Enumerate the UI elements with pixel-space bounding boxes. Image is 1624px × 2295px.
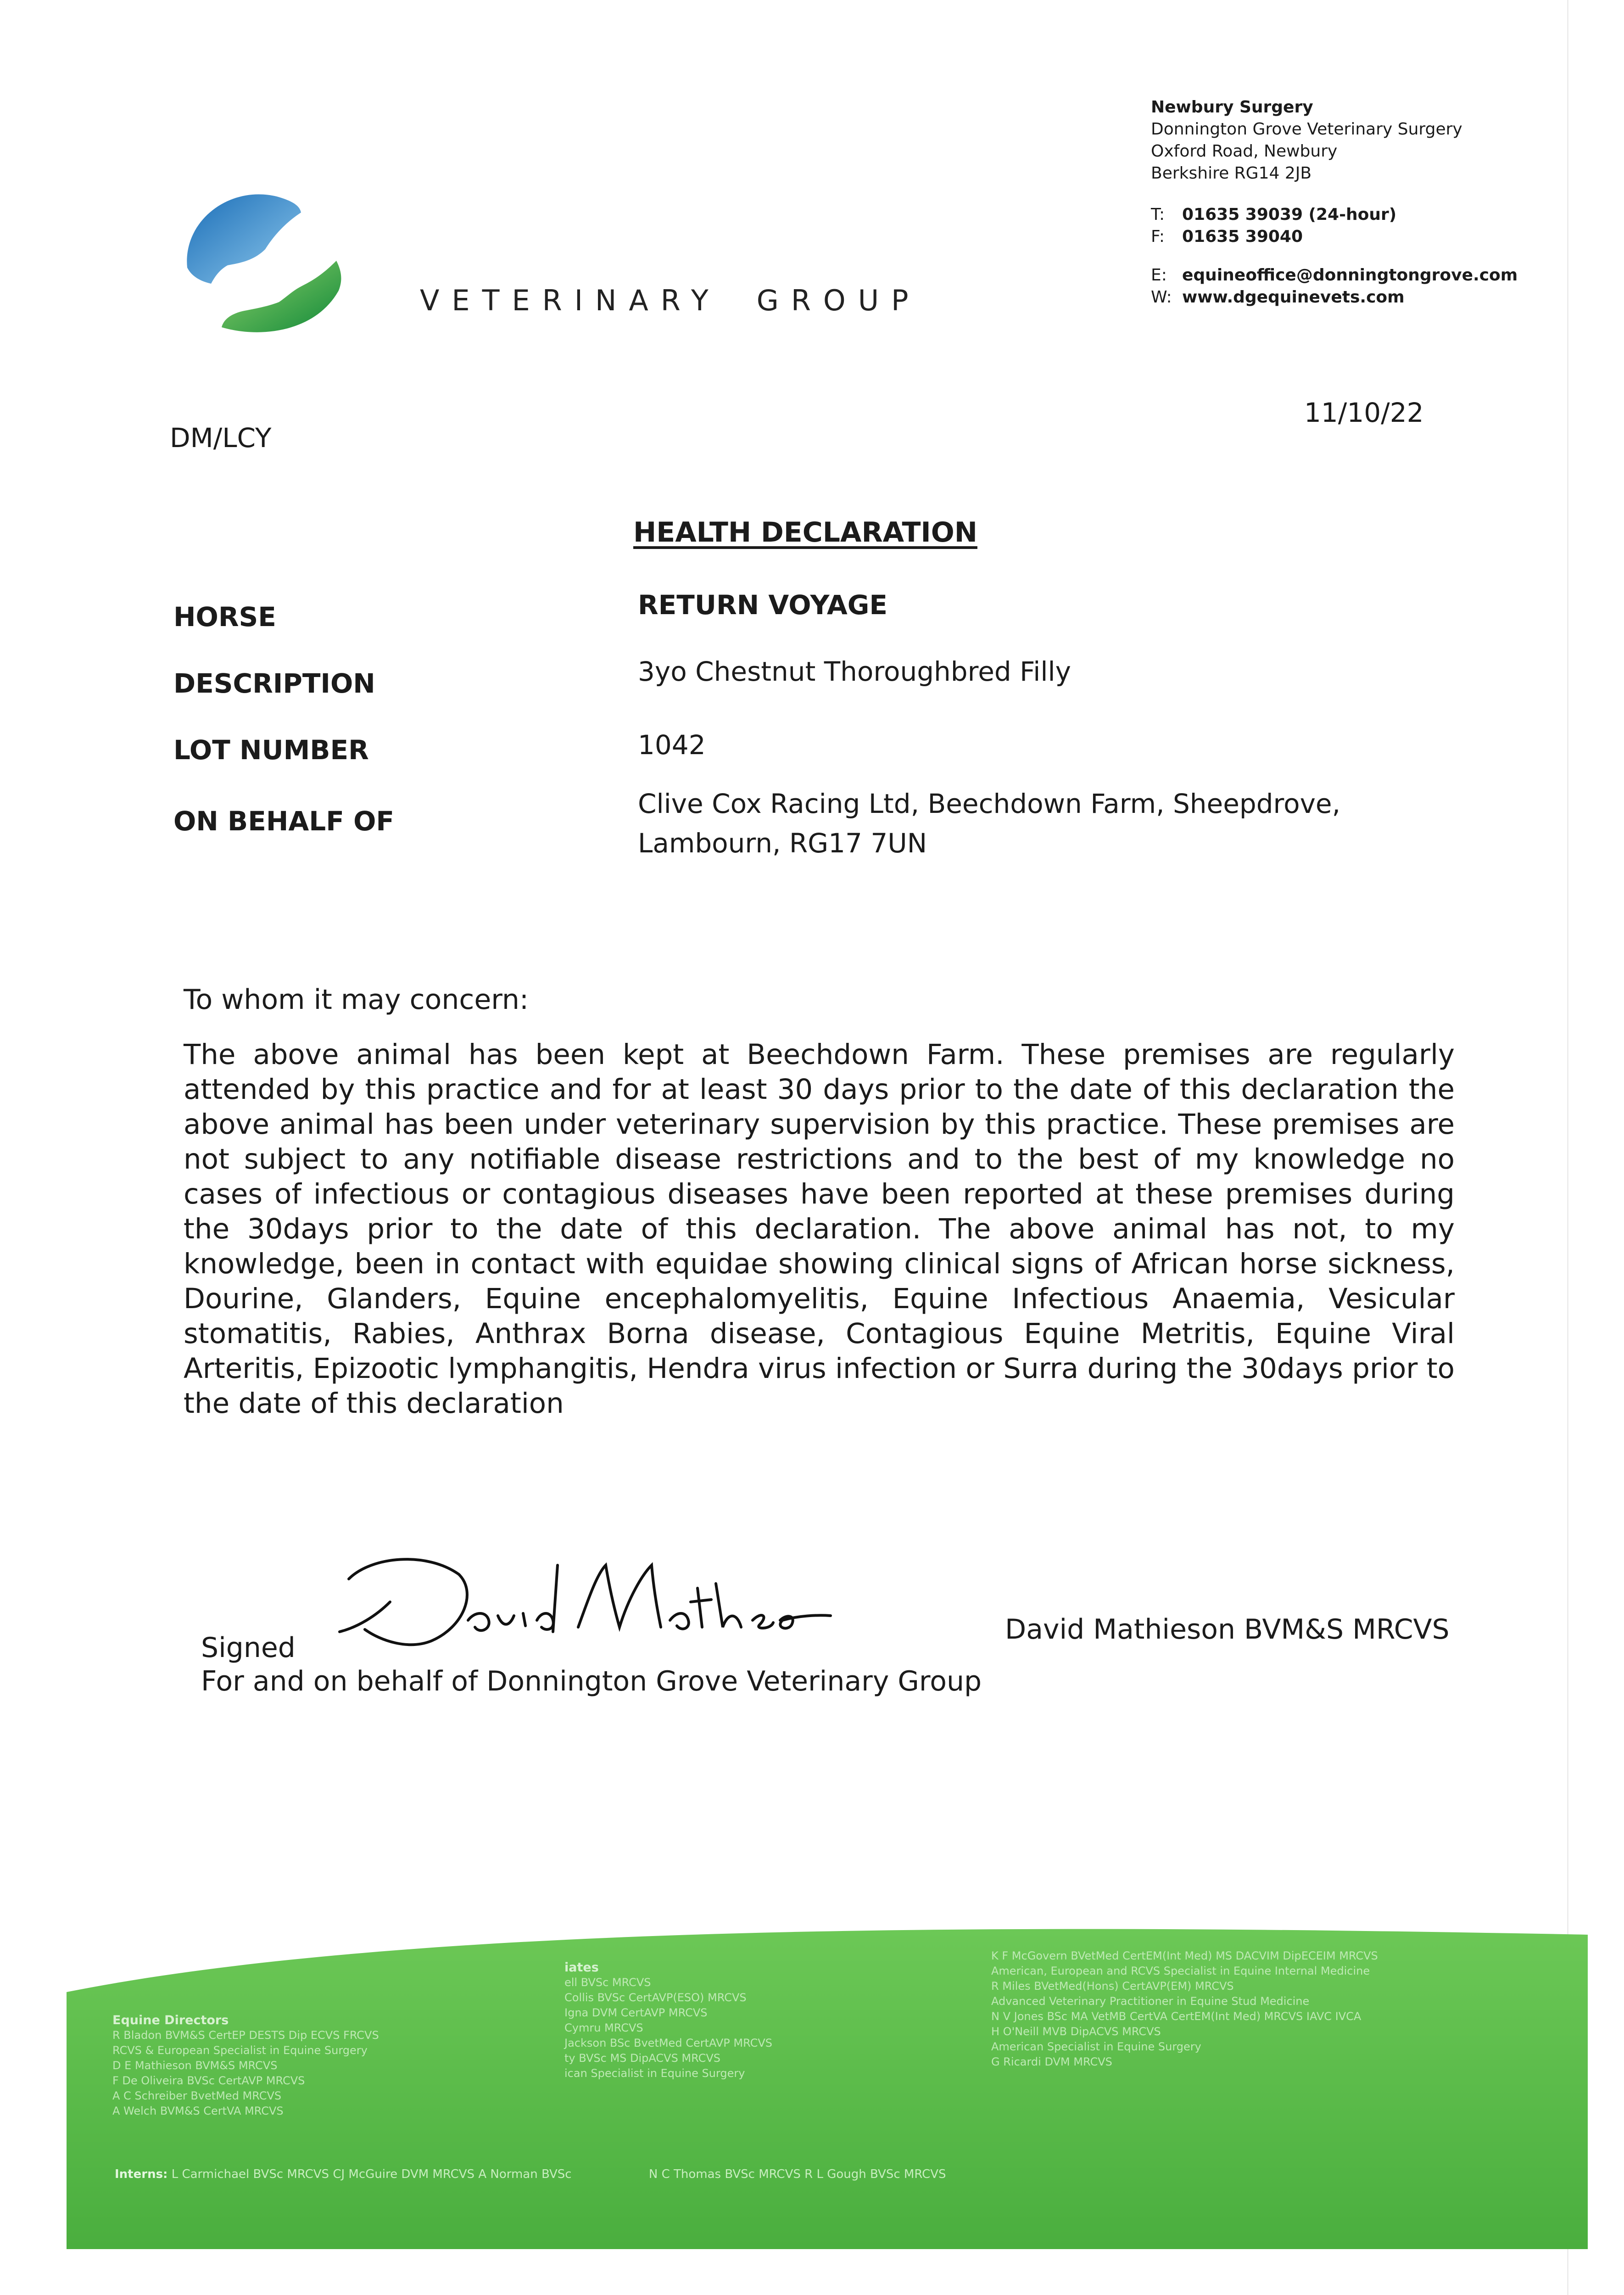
phone-number: 01635 39039 (24-hour)	[1182, 205, 1397, 224]
web-label: W:	[1151, 288, 1172, 307]
director-line: D E Mathieson BVM&S MRCVS	[112, 2059, 278, 2072]
specialist-line: American Specialist in Equine Surgery	[991, 2040, 1201, 2053]
lot-number-label: LOT NUMBER	[173, 734, 369, 766]
director-line: RCVS & European Specialist in Equine Surgery	[112, 2044, 368, 2057]
letter-reference: DM/LCY	[170, 422, 272, 453]
specialist-line: K F McGovern BVetMed CertEM(Int Med) MS DACVIM DipECEIM MRCVS	[991, 1949, 1378, 1962]
phone-row	[1151, 204, 1518, 226]
associate-line: Collis BVSc CertAVP(ESO) MRCVS	[564, 1991, 747, 2004]
associate-line: Jackson BSc BvetMed CertAVP MRCVS	[564, 2037, 772, 2049]
footer-directors	[112, 2013, 379, 2119]
description-label: DESCRIPTION	[173, 668, 375, 699]
email-row	[1151, 264, 1518, 286]
address-line: Donnington Grove Veterinary Surgery	[1151, 120, 1462, 139]
email-link[interactable]: equineoffice@donningtongrove.com	[1182, 266, 1518, 285]
on-behalf-of-line: Clive Cox Racing Ltd, Beechdown Farm, Sheepdrove,	[638, 788, 1341, 819]
associates-heading: iates	[564, 1960, 599, 1975]
brand-word-group: GROUP	[756, 284, 921, 317]
specialist-line: N V Jones BSc MA VetMB CertVA CertEM(Int Med) MRCVS IAVC IVCA	[991, 2010, 1362, 2023]
associate-line: Cymru MRCVS	[564, 2021, 643, 2034]
footer-specialists	[991, 1948, 1378, 2070]
specialist-line: R Miles BVetMed(Hons) CertAVP(EM) MRCVS	[991, 1980, 1234, 1993]
horse-label: HORSE	[173, 601, 276, 633]
description-value: 3yo Chestnut Thoroughbred Filly	[638, 656, 1071, 687]
on-behalf-of-line: Lambourn, RG17 7UN	[638, 828, 927, 859]
greeting: To whom it may concern:	[184, 984, 529, 1016]
brand-word-veterinary: VETERINARY	[420, 284, 721, 317]
director-line: F De Oliveira BVSc CertAVP MRCVS	[112, 2074, 305, 2087]
specialist-line: G Ricardi DVM MRCVS	[991, 2055, 1112, 2068]
interns-list-2: N C Thomas BVSc MRCVS R L Gough BVSc MRCVS	[648, 2167, 946, 2181]
fax-label: F:	[1151, 227, 1165, 246]
fax-row	[1151, 226, 1518, 248]
on-behalf-of-label: ON BEHALF OF	[173, 806, 394, 837]
declaration-body: The above animal has been kept at Beechdown Farm. These premises are regularly attended by this practice and for at least 30 days prior to the date of this declaration the above animal has been under veterinary supervision by this practice. These premises are not subject to any notifiable disease restrictions and to the best of my knowledge no cases of infectious or contagious diseases have been reported at these premises during the 30days prior to the date of this declaration. The above animal has not, to my knowledge, been in contact with equidae showing clinical signs of African horse sickness, Dourine, Glanders, Equine encephalomyelitis, Equine Infectious Anaemia, Vesicular stomatitis, Rabies, Anthrax Borna disease, Contagious Equine Metritis, Equine Viral Arteritis, Epizootic lymphangitis, Hendra virus infection or Surra during the 30days prior to the date of this declaration	[184, 1038, 1455, 1420]
specialist-line: American, European and RCVS Specialist in Equine Internal Medicine	[991, 1965, 1370, 1977]
phone-label: T:	[1151, 205, 1165, 224]
surgery-name: Newbury Surgery	[1151, 98, 1313, 117]
document-title: HEALTH DECLARATION	[633, 516, 977, 549]
specialist-line: H O'Neill MVB DipACVS MRCVS	[991, 2025, 1161, 2038]
contact-block	[1151, 96, 1518, 308]
address-line: Oxford Road, Newbury	[1151, 142, 1338, 161]
web-row	[1151, 286, 1518, 308]
interns-heading: Interns:	[115, 2167, 168, 2181]
veterinary-group-logo-icon	[178, 180, 348, 346]
associate-line: Igna DVM CertAVP MRCVS	[564, 2006, 708, 2019]
letter-date: 11/10/22	[1304, 397, 1424, 428]
brand-wordmark	[420, 284, 921, 317]
horse-value: RETURN VOYAGE	[638, 589, 888, 621]
on-behalf-of-value	[638, 784, 1340, 863]
fax-number: 01635 39040	[1182, 227, 1303, 246]
signer-name: David Mathieson BVM&S MRCVS	[1005, 1613, 1450, 1646]
associate-line: ican Specialist in Equine Surgery	[564, 2067, 745, 2080]
handwritten-signature	[321, 1547, 835, 1666]
footer-interns	[115, 2167, 946, 2181]
director-line: A Welch BVM&S CertVA MRCVS	[112, 2105, 284, 2117]
footer-associates	[564, 1960, 772, 2081]
address-line: Berkshire RG14 2JB	[1151, 164, 1312, 183]
specialist-line: Advanced Veterinary Practitioner in Equine Stud Medicine	[991, 1995, 1310, 2008]
email-label: E:	[1151, 266, 1167, 285]
associate-line: ty BVSc MS DipACVS MRCVS	[564, 2052, 721, 2065]
directors-heading: Equine Directors	[112, 2013, 229, 2027]
signed-label: Signed	[201, 1632, 296, 1664]
interns-list: L Carmichael BVSc MRCVS CJ McGuire DVM MRCVS A Norman BVSc	[171, 2167, 572, 2181]
director-line: A C Schreiber BvetMed MRCVS	[112, 2089, 282, 2102]
web-link[interactable]: www.dgequinevets.com	[1182, 288, 1405, 307]
lot-number-value: 1042	[638, 729, 706, 761]
director-line: R Bladon BVM&S CertEP DESTS Dip ECVS FRCVS	[112, 2029, 379, 2042]
associate-line: ell BVSc MRCVS	[564, 1976, 651, 1989]
on-behalf-line: For and on behalf of Donnington Grove Veterinary Group	[201, 1665, 982, 1697]
